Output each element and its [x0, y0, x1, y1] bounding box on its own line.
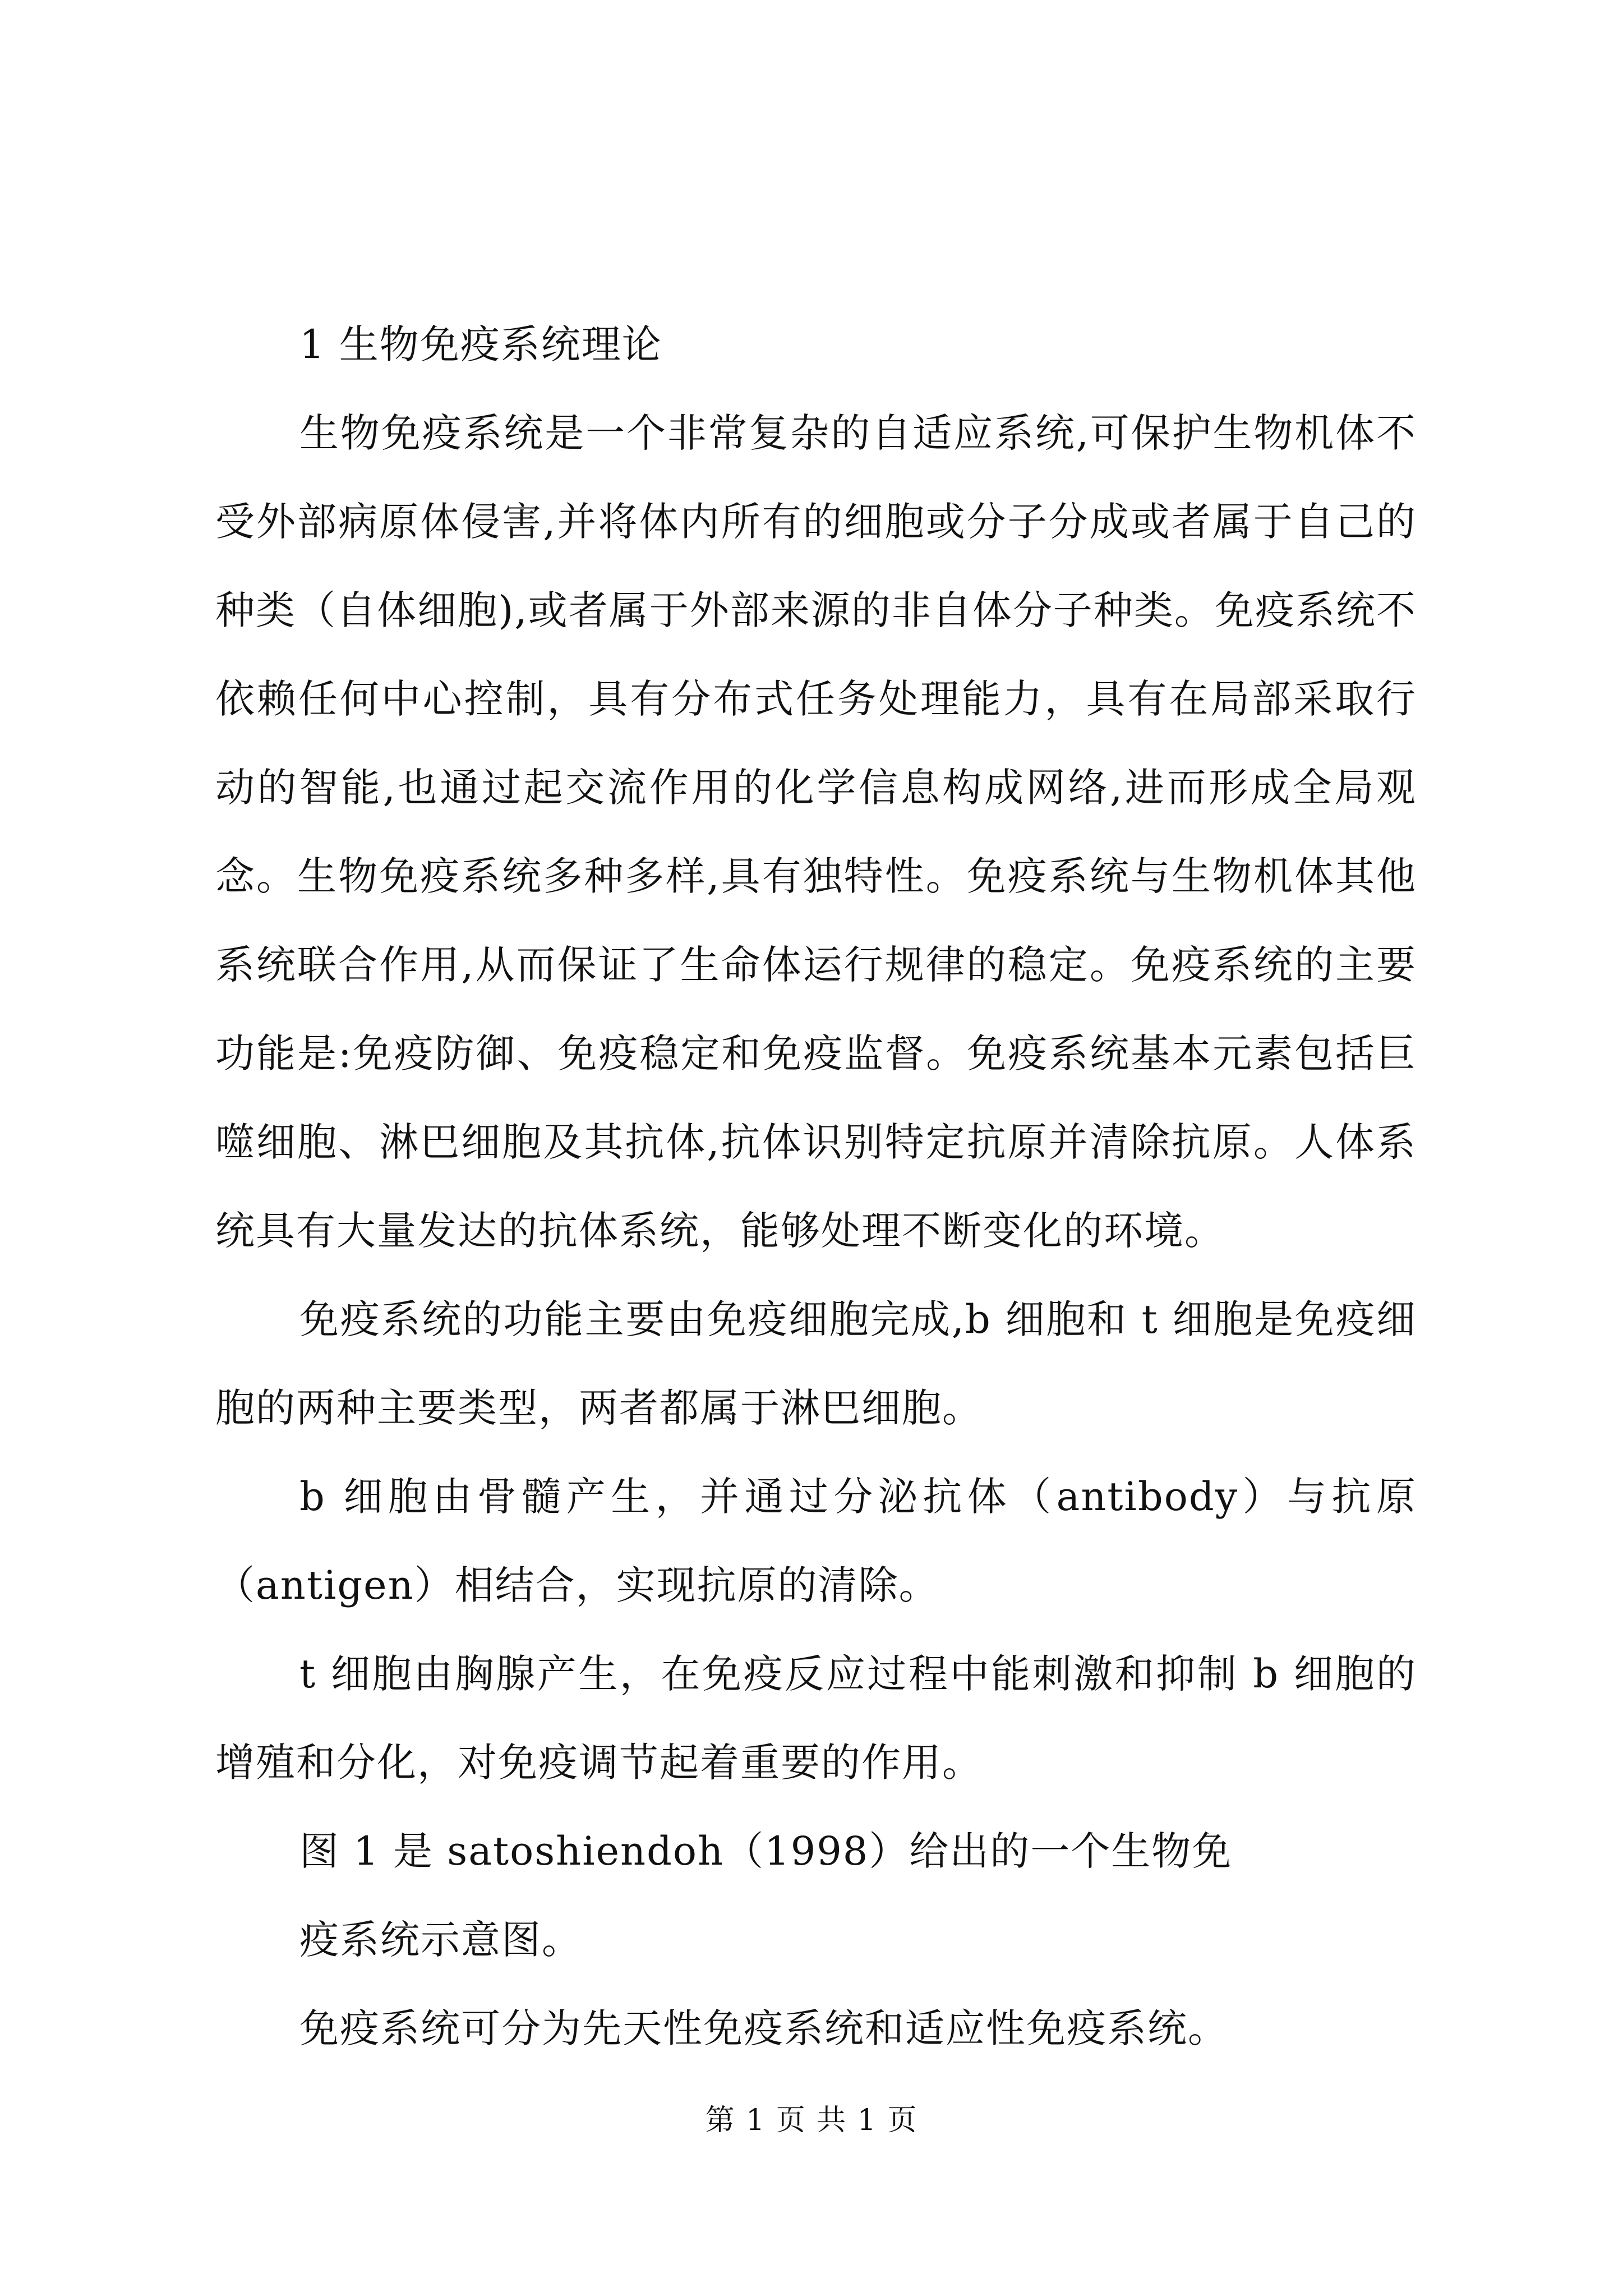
page-footer: 第 1 页 共 1 页 — [705, 2104, 918, 2137]
paragraph-immune-cells: 免疫系统的功能主要由免疫细胞完成,b 细胞和 t 细胞是免疫细胞的两种主要类型，两者都属于淋巴细胞。 — [215, 1296, 1417, 1431]
paragraph-t-cells: t 细胞由胸腺产生，在免疫反应过程中能刺激和抑制 b 细胞的增殖和分化，对免疫调节起着重要的作用。 — [215, 1651, 1417, 1786]
paragraph-figure-reference: 图 1 是 satoshiendoh（1998）给出的一个生物免 — [299, 1828, 1233, 1874]
paragraph-figure-reference-continued: 疫系统示意图。 — [299, 1917, 582, 1963]
paragraph-b-cells: b 细胞由骨髓产生，并通过分泌抗体（antibody）与抗原（antigen）相结合，实现抗原的清除。 — [215, 1474, 1417, 1608]
paragraph-immune-system-types: 免疫系统可分为先天性免疫系统和适应性免疫系统。 — [299, 2005, 1228, 2051]
paragraph-immune-system-overview: 生物免疫系统是一个非常复杂的自适应系统,可保护生物机体不受外部病原体侵害,并将体内所有的细胞或分子分成或者属于自己的种类（自体细胞),或者属于外部来源的非自体分子种类。免疫系统不依赖任何中心控制，具有分布式任务处理能力，具有在局部采取行动的智能,也通过起交流作用的化学信息构成网络,进而形成全局观念。生物免疫系统多种多样,具有独特性。免疫系统与生物机体其他系统联合作用,从而保证了生命体运行规律的稳定。免疫系统的主要功能是:免疫防御、免疫稳定和免疫监督。免疫系统基本元素包括巨噬细胞、淋巴细胞及其抗体,抗体识别特定抗原并清除抗原。人体系统具有大量发达的抗体系统，能够处理不断变化的环境。 — [215, 410, 1417, 1254]
section-heading: 1 生物免疫系统理论 — [299, 321, 662, 367]
document-body — [215, 300, 1417, 2073]
